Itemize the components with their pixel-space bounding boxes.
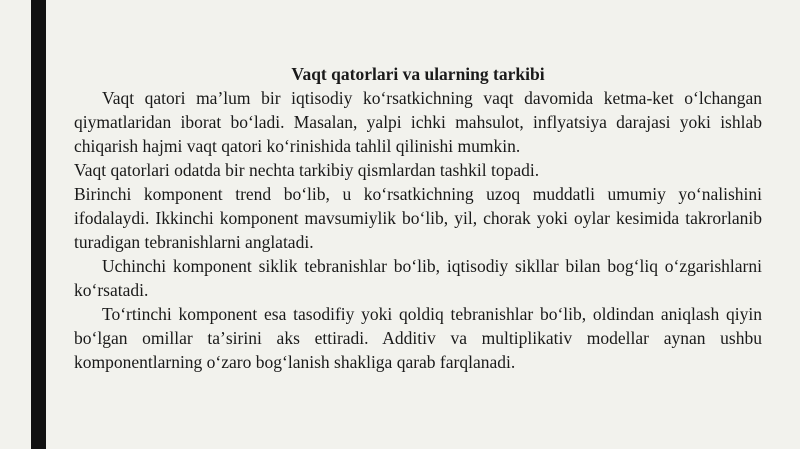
- paragraph-components-intro: Vaqt qatorlari odatda bir nechta tarkibiy qismlardan tashkil topadi.: [74, 160, 540, 180]
- slide-accent-bar: [31, 0, 46, 449]
- paragraph-cyclical: Uchinchi komponent siklik tebranishlar boʻlib, iqtisodiy sikllar bilan bogʻliq oʻzgarishlarni koʻrsatadi.: [74, 256, 762, 300]
- paragraph-random-models: Toʻrtinchi komponent esa tasodifiy yoki qoldiq tebranishlar boʻlib, oldindan aniqlash qiyin boʻlgan omillar taʼsirini aks ettiradi. Additiv va multiplikativ modellar aynan ushbu komponentlarning oʻzaro bogʻlanish shakliga qarab farqlanadi.: [74, 304, 762, 372]
- paragraph-definition: Vaqt qatori maʼlum bir iqtisodiy koʻrsatkichning vaqt davomida ketma-ket oʻlchangan qiymatlaridan iborat boʻladi. Masalan, yalpi ichki mahsulot, inflyatsiya darajasi yoki ishlab chiqarish hajmi vaqt qatori koʻrinishida tahlil qilinishi mumkin.: [74, 88, 762, 156]
- slide-title: Vaqt qatorlari va ularning tarkibi: [291, 64, 545, 84]
- slide-body: [74, 62, 762, 374]
- paragraph-trend-seasonality: Birinchi komponent trend boʻlib, u koʻrsatkichning uzoq muddatli umumiy yoʻnalishini ifodalaydi. Ikkinchi komponent mavsumiylik boʻlib, yil, chorak yoki oylar kesimida takrorlanib turadigan tebranishlarni anglatadi.: [74, 184, 762, 252]
